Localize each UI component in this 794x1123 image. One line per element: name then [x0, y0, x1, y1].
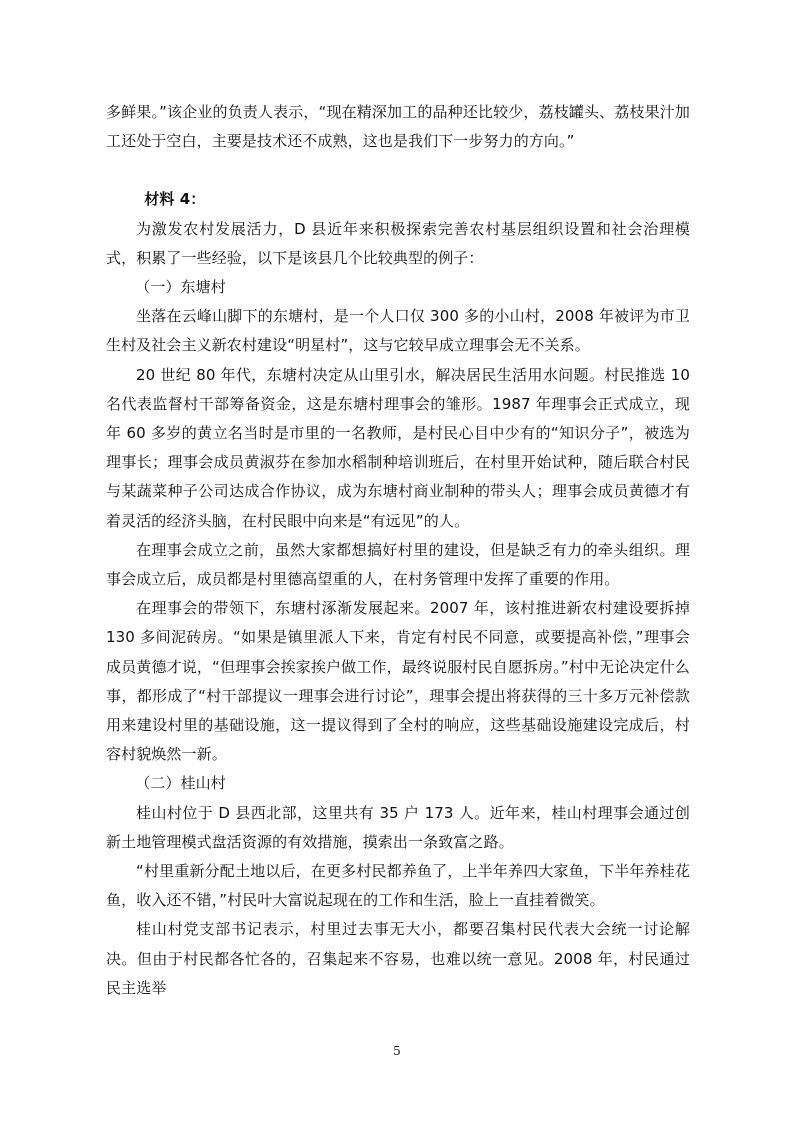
dongtang-paragraph-2: 20 世纪 80 年代，东塘村决定从山里引水，解决居民生活用水问题。村民推选 10 名代表监督村干部筹备资金，这是东塘村理事会的雏形。1987 年理事会正式成立，现年 60 多岁的黄立名当时是市里的一名教师，是村民心目中少有的“知识分子”，被选为理事长；理事会成员黄淑芬在参加水稻制种培训班后，在村里开始试种，随后联合村民与某蔬菜种子公司达成合作协议，成为东塘村商业制种的带头人；理事会成员黄德才有着灵活的经济头脑，在村民眼中向来是“有远见”的人。 [106, 365, 690, 530]
intro-paragraph: 为激发农村发展活力，D 县近年来积极探索完善农村基层组织设置和社会治理模式，积累了一些经验，以下是该县几个比较典型的例子： [106, 219, 690, 267]
dongtang-paragraph-4: 在理事会的带领下，东塘村涿渐发展起来。2007 年，该村推进新农村建设要拆掉 130 多间泥砖房。“如果是镇里派人下来，肯定有村民不同意，或要提高补偿，”理事会成员黄德才说，“但理事会挨家挨户做工作，最终说服村民自愿拆房。”村中无论决定什么事，都形成了“村干部提议一理事会进行讨论”，理事会提出将获得的三十多万元补偿款用来建设村里的基础设施，这一提议得到了全村的响应，这些基础设施建设完成后，村容村貌焕然一新。 [106, 599, 690, 764]
page-number: 5 [393, 1044, 401, 1058]
section-title-guishan: （二）桂山村 [135, 774, 226, 793]
guishan-paragraph-3: 桂山村党支部书记表示，村里过去事无大小，都要召集村民代表大会统一讨论解决。但由于村民都各忙各的，召集起来不容易，也难以统一意见。2008 年，村民通过民主选举 [106, 920, 690, 997]
guishan-paragraph-1: 桂山村位于 D 县西北部，这里共有 35 户 173 人。近年来，桂山村理事会通过创新土地管理模式盘活资源的有效措施，摸索出一条致富之路。 [106, 803, 690, 851]
document-body [106, 98, 690, 1003]
section-title-dongtang: （一）东塘村 [135, 278, 226, 297]
continuation-paragraph: 多鲜果。”该企业的负责人表示，“现在精深加工的品种还比较少，荔枝罐头、荔枝果汁加工还处于空白，主要是技术还不成熟，这也是我们下一步努力的方向。” [106, 103, 690, 151]
dongtang-paragraph-3: 在理事会成立之前，虽然大家都想搞好村里的建设，但是缺乏有力的牵头组织。理事会成立后，成员都是村里德高望重的人，在村务管理中发挥了重要的作用。 [106, 540, 690, 589]
paragraph-spacer [106, 156, 690, 185]
dongtang-paragraph-1: 坐落在云峰山脚下的东塘村，是一个人口仅 300 多的小山村，2008 年被评为市卫生村及社会主义新农村建设“明星村”，这与它较早成立理事会无不关系。 [106, 307, 690, 355]
guishan-paragraph-2: “村里重新分配土地以后，在更多村民都养鱼了，上半年养四大家鱼，下半年养桂花鱼，收入还不错，”村民叶大富说起现在的工作和生活，脸上一直挂着微笑。 [106, 862, 690, 910]
material-title: 材料 4： [144, 190, 206, 209]
